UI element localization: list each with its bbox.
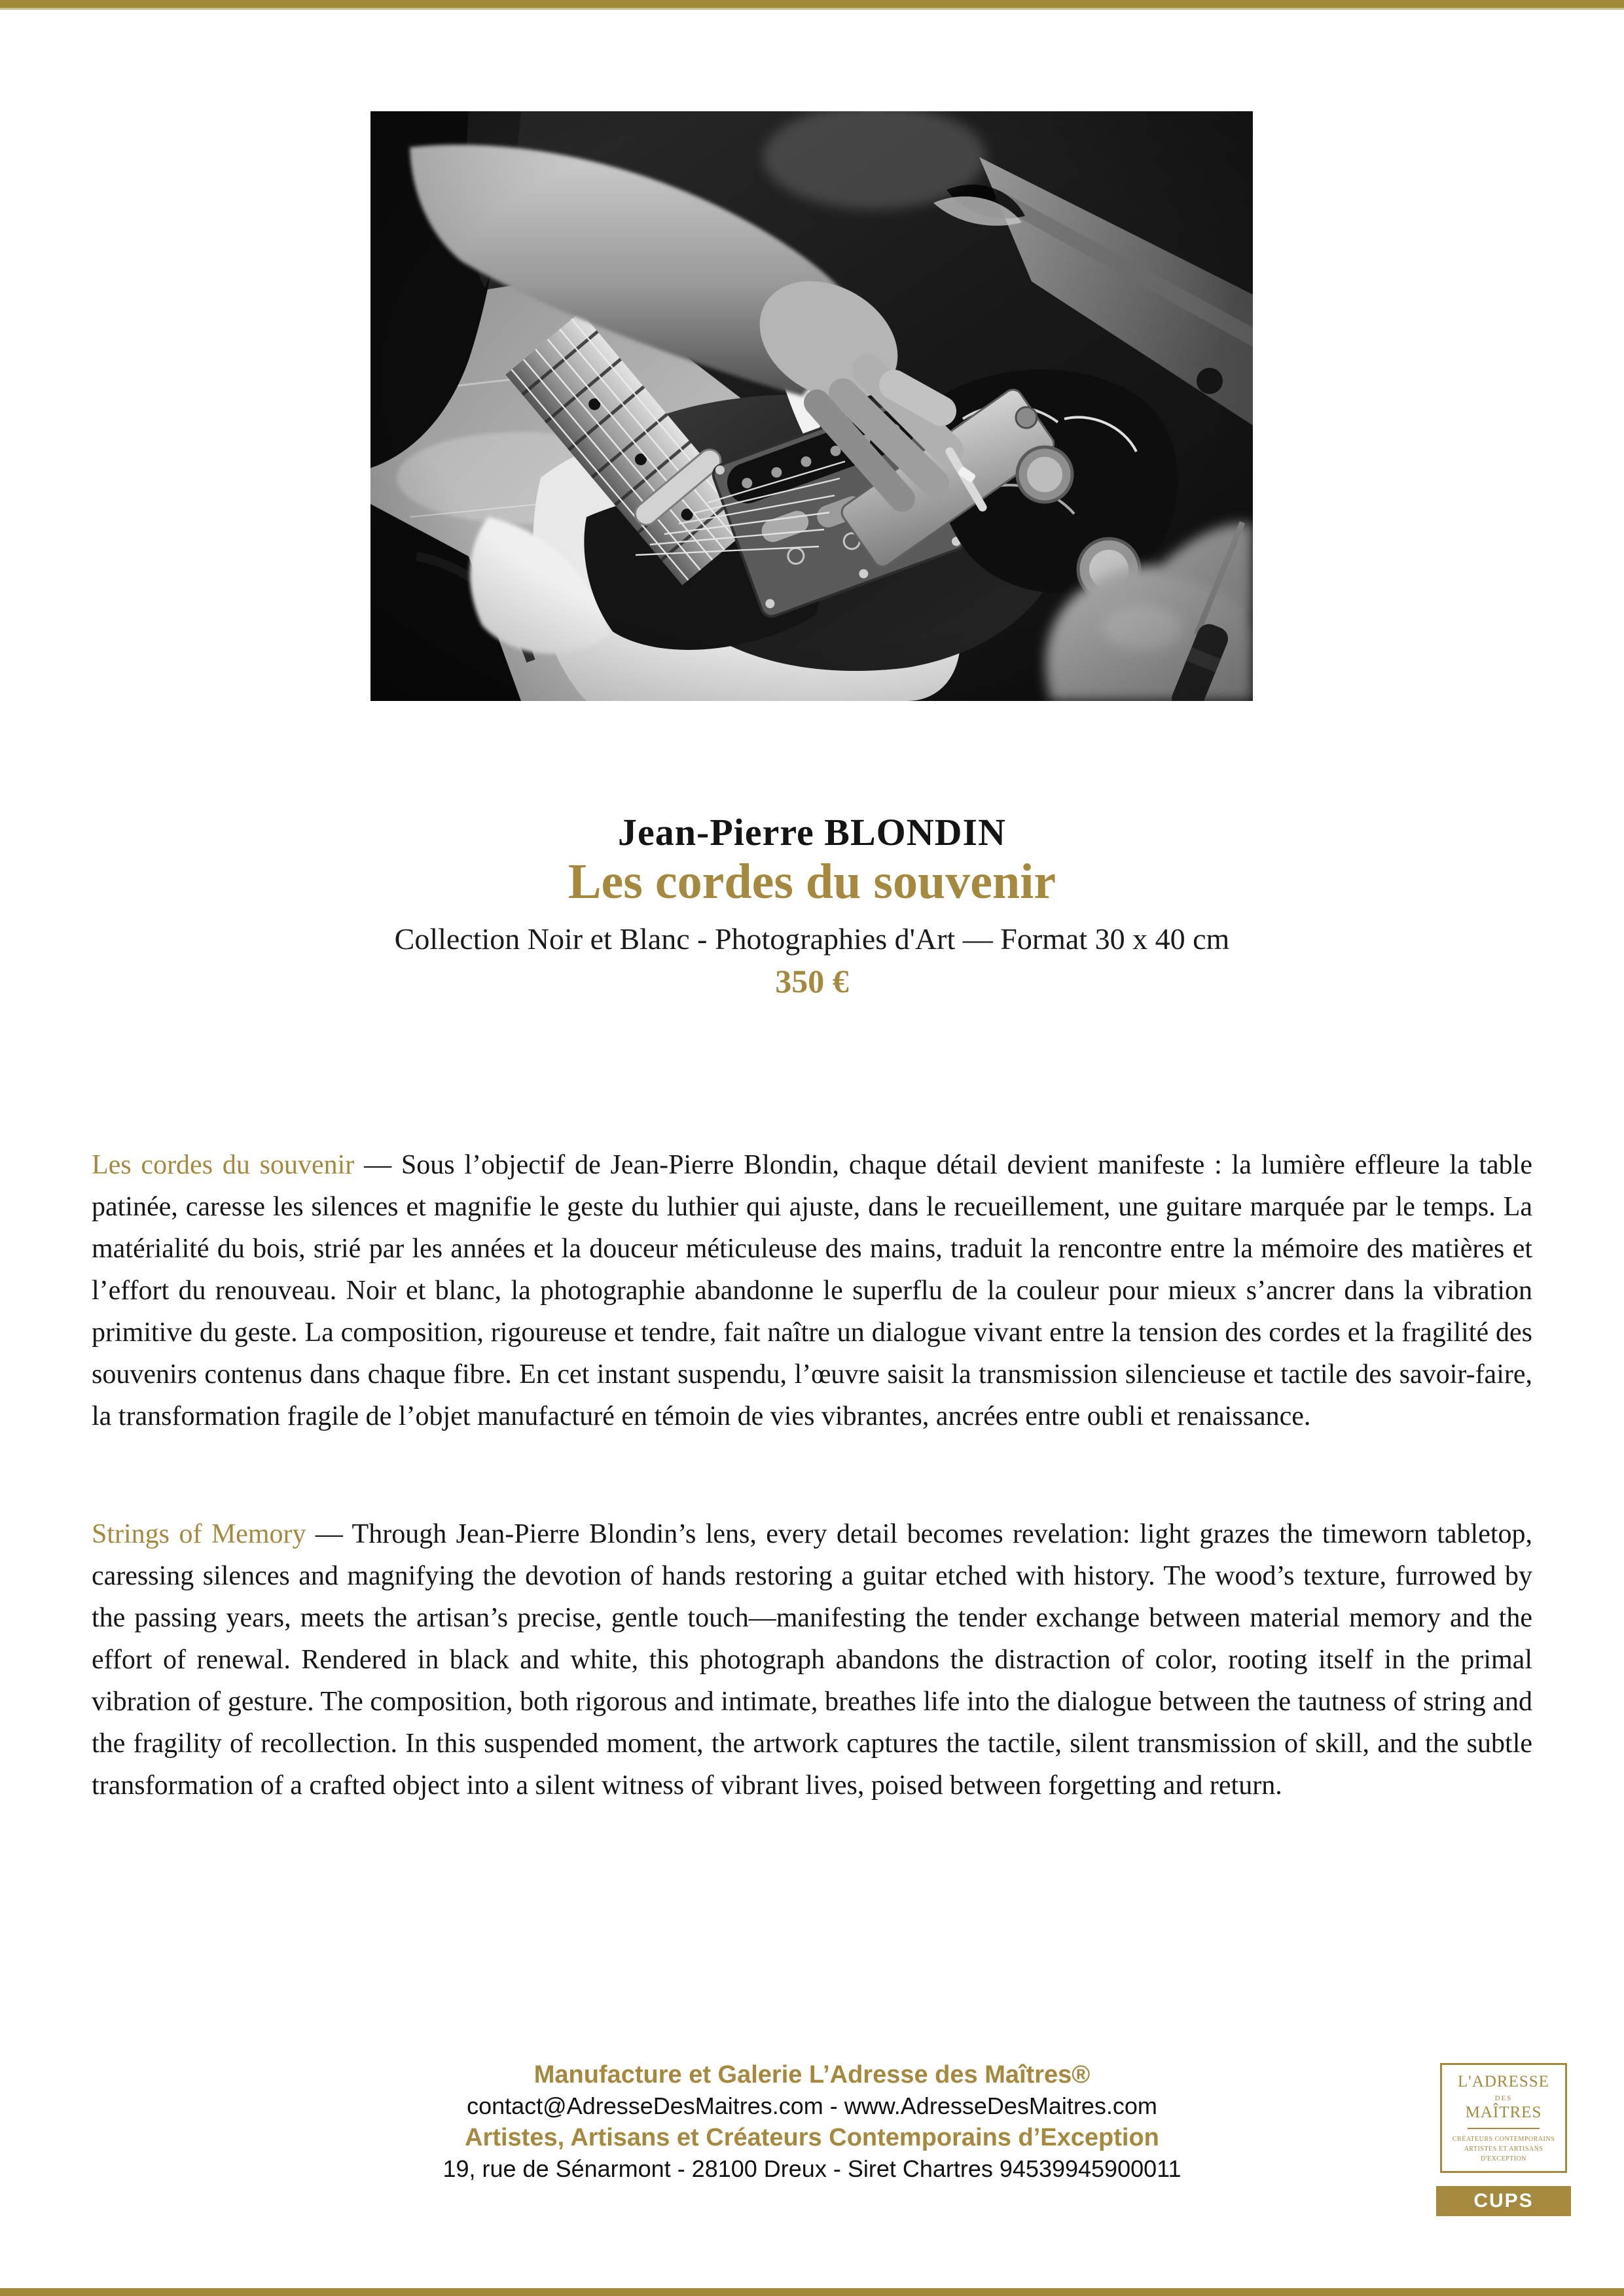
logo-divider	[1468, 2128, 1540, 2129]
cups-badge: CUPS	[1436, 2186, 1571, 2216]
footer-address-line: 19, rue de Sénarmont - 28100 Dreux - Siret Chartres 94539945900011	[442, 2155, 1182, 2182]
logo-sub-createurs: CRÉATEURS CONTEMPORAINS	[1452, 2135, 1555, 2143]
footer	[0, 2059, 1624, 2185]
gallery-logo	[1440, 2063, 1567, 2173]
logo-sub-exception: D'EXCEPTION	[1480, 2155, 1527, 2162]
footer-contact-line: contact@AdresseDesMaitres.com - www.AdresseDesMaitres.com	[467, 2092, 1157, 2119]
collection-line: Collection Noir et Blanc - Photographies d'Art — Format 30 x 40 cm	[394, 922, 1230, 956]
logo-line-adresse: L'ADRESSE	[1458, 2072, 1549, 2090]
logo-line-des: DES	[1494, 2094, 1513, 2102]
logo-sub-artistes: ARTISTES ET ARTISANS	[1464, 2145, 1543, 2153]
logo-line-maitres: MAÎTRES	[1465, 2103, 1542, 2121]
description-french-body: — Sous l’objectif de Jean-Pierre Blondin, chaque détail devient manifeste : la lumière effleure la table patinée, caresse les silences et magnifie le geste du luthier qui ajuste, dans le recueillement, une guitare marquée par le temps. La matérialité du bois, strié par les années et la douceur méticuleuse des mains, traduit la rencontre entre la mémoire des matières et l’effort du renouveau. Noir et blanc, la photographie abandonne le superflu de la couleur pour mieux s’ancrer dans la vibration primitive du geste. La composition, rigoureuse et tendre, fait naître un dialogue vivant entre la tension des cordes et la fragilité des souvenirs contenus dans chaque fibre. En cet instant suspendu, l’œuvre saisit la transmission silencieuse et tactile des savoir-faire, la transformation fragile de l’objet manufacturé en témoin de vies vibrantes, ancrées entre oubli et renaissance.	[92, 1150, 1532, 1431]
photo-vignette	[370, 111, 1253, 701]
description-french-lead: Les cordes du souvenir	[92, 1150, 355, 1180]
footer-tagline: Artistes, Artisans et Créateurs Contemporains d’Exception	[465, 2124, 1159, 2151]
bottom-gold-bar	[0, 2288, 1624, 2296]
description-english-lead: Strings of Memory	[92, 1519, 306, 1549]
artist-name: Jean-Pierre BLONDIN	[618, 811, 1006, 853]
artwork-title: Les cordes du souvenir	[568, 854, 1056, 909]
price: 350 €	[775, 963, 849, 999]
description-french	[92, 1144, 1532, 1437]
artwork-photo	[370, 111, 1253, 701]
top-gold-bar	[0, 0, 1624, 10]
description-english-body: — Through Jean-Pierre Blondin’s lens, every detail becomes revelation: light grazes the timeworn tabletop, caressing silences and magnifying the devotion of hands restoring a guitar etched with history. The wood’s texture, furrowed by the passing years, meets the artisan’s precise, gentle touch—manifesting the tender exchange between material memory and the effort of renewal. Rendered in black and white, this photograph abandons the distraction of color, rooting itself in the primal vibration of gesture. The composition, both rigorous and intimate, breathes life into the dialogue between the tautness of string and the fragility of recollection. In this suspended moment, the artwork captures the tactile, silent transmission of skill, and the subtle transformation of a crafted object into a silent witness of vibrant lives, poised between forgetting and return.	[92, 1519, 1533, 1801]
description-english	[92, 1513, 1532, 1806]
footer-gallery-name: Manufacture et Galerie L’Adresse des Maîtres®	[533, 2061, 1091, 2089]
